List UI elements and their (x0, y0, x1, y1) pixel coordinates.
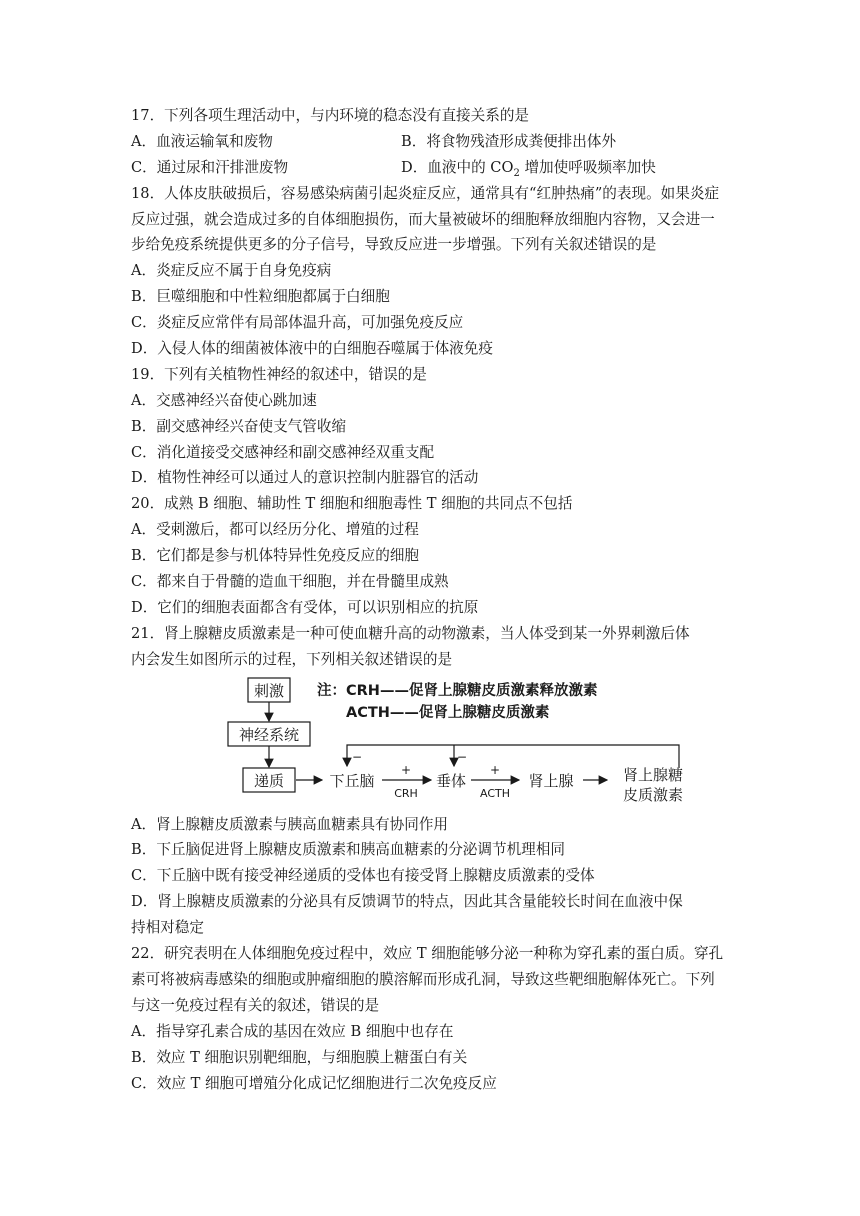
hypothalamus-label: 下丘脑 (329, 771, 375, 790)
q20-option-d: D．它们的细胞表面都含有受体，可以识别相应的抗原 (131, 598, 479, 616)
q18-option-b: B．巨噬细胞和中性粒细胞都属于白细胞 (131, 288, 390, 306)
q17-options-ab (131, 129, 731, 155)
q20-option-c: C．都来自于骨髓的造血干细胞，并在骨髓里成熟 (131, 573, 449, 591)
q22-stem-line: 22．研究表明在人体细胞免疫过程中，效应 T 细胞能够分泌一种称为穿孔素的蛋白质。穿孔 (131, 945, 724, 963)
crh-plus-sign: + (400, 762, 412, 777)
q22-stem-line: 与这一免疫过程有关的叙述，错误的是 (131, 996, 380, 1014)
feedback-to-hypothalamus (347, 745, 679, 768)
q22-option-b: B．效应 T 细胞识别靶细胞，与细胞膜上糖蛋白有关 (131, 1048, 468, 1066)
q22-option-a: A．指导穿孔素合成的基因在效应 B 细胞中也存在 (131, 1022, 454, 1040)
hormone-regulation-diagram (131, 677, 731, 812)
acth-label: ACTH (479, 786, 511, 800)
q18-stem-line: 步给免疫系统提供更多的分子信号，导致反应进一步增强。下列有关叙述错误的是 (131, 236, 657, 254)
q21-option-d-line: 持相对稳定 (131, 919, 204, 937)
glucocorticoid-label-line1: 肾上腺糖 (622, 765, 684, 784)
stimulus-label: 刺激 (253, 681, 285, 700)
diagram-note-crh: 注：CRH——促肾上腺糖皮质激素释放激素 (317, 682, 598, 699)
q18-option-c: C．炎症反应常伴有局部体温升高，可加强免疫反应 (131, 314, 464, 332)
q21-option-b: B．下丘脑促进肾上腺糖皮质激素和胰高血糖素的分泌调节机理相同 (131, 841, 565, 859)
q22-stem-line: 素可将被病毒感染的细胞或肿瘤细胞的膜溶解而形成孔洞，导致这些靶细胞解体死亡。下列 (131, 970, 715, 988)
q19-option-c: C．消化道接受交感神经和副交感神经双重支配 (131, 443, 435, 461)
nervous-system-label: 神经系统 (238, 725, 300, 744)
q17-stem: 17．下列各项生理活动中，与内环境的稳态没有直接关系的是 (131, 107, 530, 124)
feedback-minus-sign: − (456, 749, 468, 764)
q20-option-b: B．它们都是参与机体特异性免疫反应的细胞 (131, 547, 420, 565)
transmitter-label: 递质 (253, 771, 285, 790)
q17-options-cd (131, 155, 731, 181)
q18-option-d: D．入侵人体的细菌被体液中的白细胞吞噬属于体液免疫 (131, 340, 493, 358)
q21-option-c: C．下丘脑中既有接受神经递质的受体也有接受肾上腺糖皮质激素的受体 (131, 867, 595, 885)
q21-option-a: A．肾上腺糖皮质激素与胰高血糖素具有协同作用 (131, 815, 449, 833)
feedback-minus-sign: − (351, 749, 363, 764)
glucocorticoid-label-line2: 皮质激素 (622, 785, 684, 804)
q19-stem: 19．下列有关植物性神经的叙述中，错误的是 (131, 365, 427, 383)
q20-option-a: A．受刺激后，都可以经历分化、增殖的过程 (131, 521, 419, 539)
q19-option-d: D．植物性神经可以通过人的意识控制内脏器官的活动 (131, 469, 479, 487)
q19-option-a: A．交感神经兴奋使心跳加速 (131, 391, 317, 409)
q17-option-a: A．血液运输氧和废物 (131, 132, 273, 150)
q21-stem-line: 21．肾上腺糖皮质激素是一种可使血糖升高的动物激素，当人体受到某一外界刺激后体 (131, 624, 690, 642)
q18-stem-line: 反应过强，就会造成过多的自体细胞损伤，而大量被破坏的细胞释放细胞内容物，又会进一 (131, 210, 715, 228)
diagram-svg (131, 677, 731, 812)
diagram-note-acth: ACTH——促肾上腺糖皮质激素 (346, 704, 550, 721)
q21-stem-line: 内会发生如图所示的过程，下列相关叙述错误的是 (131, 650, 453, 668)
q17-option-b: B．将食物残渣形成粪便排出体外 (401, 132, 617, 150)
q21-option-d-line: D．肾上腺糖皮质激素的分泌具有反馈调节的特点，因此其含量能较长时间在血液中保 (131, 893, 683, 911)
q19-option-b: B．副交感神经兴奋使支气管收缩 (131, 417, 347, 435)
crh-label: CRH (394, 786, 418, 800)
exam-page (131, 103, 731, 1096)
q18-stem-line: 18．人体皮肤破损后，容易感染病菌引起炎症反应，通常具有“红肿热痛”的表现。如果炎症 (131, 184, 720, 202)
q18-option-a: A．炎症反应不属于自身免疫病 (131, 262, 332, 280)
pituitary-label: 垂体 (435, 771, 467, 790)
acth-plus-sign: + (489, 762, 501, 777)
q17-option-c: C．通过尿和汗排泄废物 (131, 158, 289, 176)
q22-option-c: C．效应 T 细胞可增殖分化成记忆细胞进行二次免疫反应 (131, 1074, 497, 1092)
adrenal-label: 肾上腺 (528, 771, 574, 790)
q20-stem: 20．成熟 B 细胞、辅助性 T 细胞和细胞毒性 T 细胞的共同点不包括 (131, 495, 573, 513)
q17-option-d: D．血液中的 $CO_2$ 增加使呼吸频率加快 (401, 158, 656, 179)
